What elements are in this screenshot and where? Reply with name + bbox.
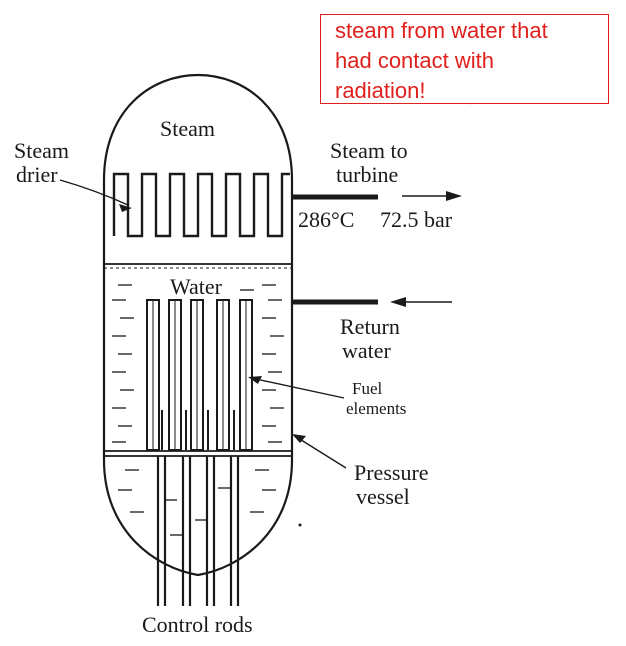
label-fuel-elements-1: Fuel — [352, 379, 383, 398]
label-steam-to-turbine-2: turbine — [336, 162, 399, 187]
fuel-elements-leader — [256, 379, 344, 398]
label-steam-drier-2: drier — [16, 162, 58, 187]
label-steam-to-turbine-1: Steam to — [330, 138, 408, 163]
label-steam-drier-1: Steam — [14, 138, 69, 163]
steam-drier-leader — [60, 180, 128, 205]
label-pressure-vessel-1: Pressure — [354, 460, 429, 485]
water-hatching — [112, 274, 284, 535]
label-return-water-1: Return — [340, 314, 400, 339]
label-temperature: 286°C — [298, 207, 355, 232]
label-pressure-vessel-2: vessel — [356, 484, 410, 509]
steam-drier — [114, 174, 290, 236]
callout-line: had contact with — [335, 48, 494, 73]
callout-line: radiation! — [335, 78, 426, 103]
label-fuel-elements-2: elements — [346, 399, 407, 418]
pressure-vessel-leader — [298, 438, 346, 468]
control-rods — [158, 456, 238, 606]
fuel-elements — [147, 300, 252, 450]
label-water: Water — [170, 274, 222, 299]
callout-line: steam from water that — [335, 18, 548, 43]
pressure-vessel-outline — [104, 75, 292, 575]
label-return-water-2: water — [342, 338, 391, 363]
label-pressure: 72.5 bar — [380, 207, 453, 232]
label-steam: Steam — [160, 116, 215, 141]
label-control-rods: Control rods — [142, 612, 253, 637]
annotation-callout — [320, 14, 609, 104]
